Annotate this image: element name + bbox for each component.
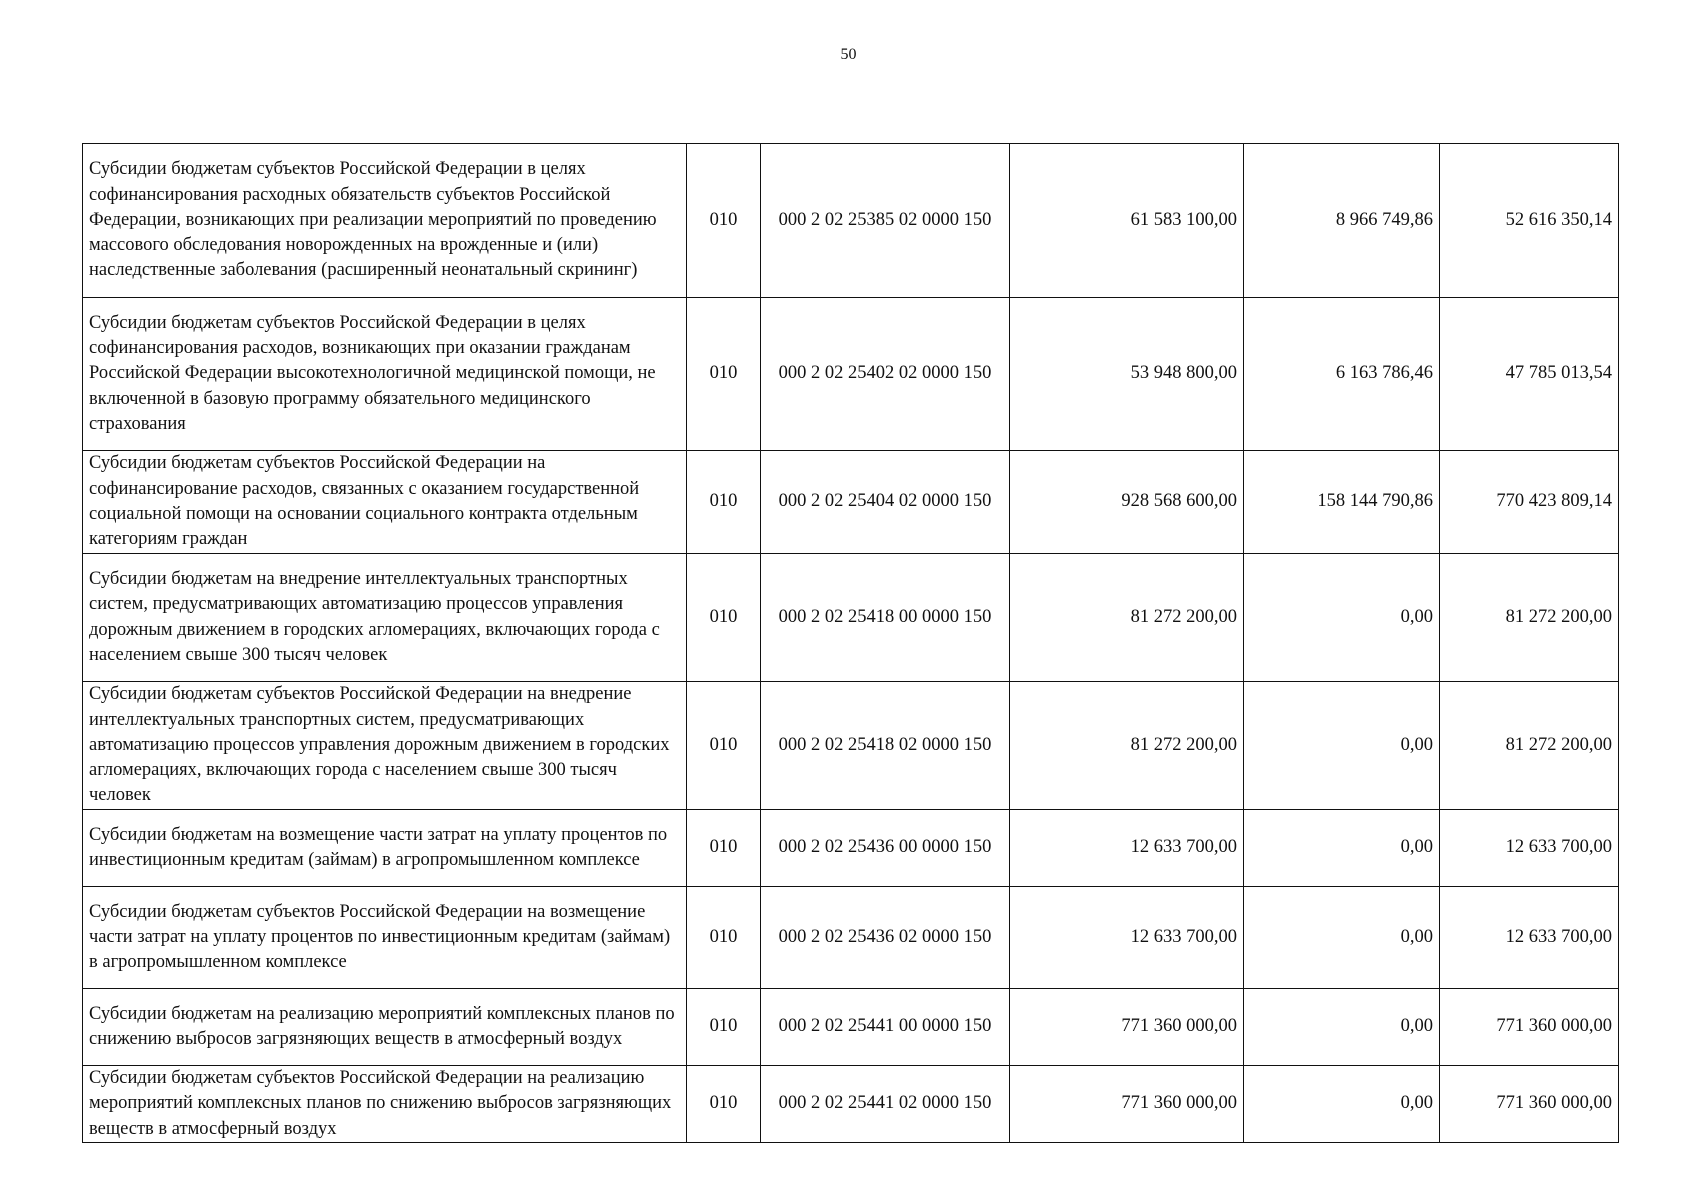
executed-amount: 0,00: [1244, 810, 1440, 887]
executed-amount: 158 144 790,86: [1244, 451, 1440, 554]
remaining-amount: 47 785 013,54: [1440, 298, 1619, 451]
executed-amount: 6 163 786,46: [1244, 298, 1440, 451]
executed-amount: 0,00: [1244, 1066, 1440, 1143]
row-name: Субсидии бюджетам субъектов Российской Федерации на возмещение части затрат на уплату процентов по инвестиционным кредитам (займам) в агропромышленном комплексе: [83, 887, 687, 989]
budget-code: 000 2 02 25404 02 0000 150: [761, 451, 1010, 554]
admin-code: 010: [687, 682, 761, 810]
table-row: [83, 1066, 1619, 1143]
approved-amount: 12 633 700,00: [1010, 887, 1244, 989]
remaining-amount: 771 360 000,00: [1440, 1066, 1619, 1143]
admin-code: 010: [687, 887, 761, 989]
table-row: [83, 554, 1619, 682]
table-row: [83, 887, 1619, 989]
admin-code: 010: [687, 298, 761, 451]
row-name: Субсидии бюджетам субъектов Российской Федерации в целях софинансирования расходов, возникающих при оказании гражданам Российской Федерации высокотехнологичной медицинской помощи, не включенной в базовую программу обязательного медицинского страхования: [83, 298, 687, 451]
table-row: [83, 298, 1619, 451]
budget-code: 000 2 02 25418 00 0000 150: [761, 554, 1010, 682]
table-row: [83, 989, 1619, 1066]
executed-amount: 8 966 749,86: [1244, 144, 1440, 298]
approved-amount: 81 272 200,00: [1010, 682, 1244, 810]
approved-amount: 12 633 700,00: [1010, 810, 1244, 887]
remaining-amount: 12 633 700,00: [1440, 887, 1619, 989]
remaining-amount: 770 423 809,14: [1440, 451, 1619, 554]
row-name: Субсидии бюджетам на реализацию мероприятий комплексных планов по снижению выбросов загрязняющих веществ в атмосферный воздух: [83, 989, 687, 1066]
page-number: 50: [840, 46, 857, 63]
row-name: Субсидии бюджетам субъектов Российской Федерации на реализацию мероприятий комплексных планов по снижению выбросов загрязняющих веществ в атмосферный воздух: [83, 1066, 687, 1143]
admin-code: 010: [687, 451, 761, 554]
table-row: [83, 810, 1619, 887]
remaining-amount: 81 272 200,00: [1440, 554, 1619, 682]
executed-amount: 0,00: [1244, 554, 1440, 682]
table-row: [83, 682, 1619, 810]
table-row: [83, 451, 1619, 554]
approved-amount: 771 360 000,00: [1010, 1066, 1244, 1143]
budget-code: 000 2 02 25436 02 0000 150: [761, 887, 1010, 989]
table-row: [83, 144, 1619, 298]
executed-amount: 0,00: [1244, 989, 1440, 1066]
executed-amount: 0,00: [1244, 682, 1440, 810]
admin-code: 010: [687, 144, 761, 298]
admin-code: 010: [687, 1066, 761, 1143]
remaining-amount: 52 616 350,14: [1440, 144, 1619, 298]
budget-code: 000 2 02 25385 02 0000 150: [761, 144, 1010, 298]
budget-code: 000 2 02 25441 02 0000 150: [761, 1066, 1010, 1143]
row-name: Субсидии бюджетам субъектов Российской Федерации на внедрение интеллектуальных транспортных систем, предусматривающих автоматизацию процессов управления дорожным движением в городских агломерациях, включающих города с населением свыше 300 тысяч человек: [83, 682, 687, 810]
approved-amount: 81 272 200,00: [1010, 554, 1244, 682]
remaining-amount: 771 360 000,00: [1440, 989, 1619, 1066]
row-name: Субсидии бюджетам субъектов Российской Федерации на софинансирование расходов, связанных с оказанием государственной социальной помощи на основании социального контракта отдельным категориям граждан: [83, 451, 687, 554]
budget-code: 000 2 02 25418 02 0000 150: [761, 682, 1010, 810]
remaining-amount: 81 272 200,00: [1440, 682, 1619, 810]
row-name: Субсидии бюджетам субъектов Российской Федерации в целях софинансирования расходных обязательств субъектов Российской Федерации, возникающих при реализации мероприятий по проведению массового обследования новорожденных на врожденные и (или) наследственные заболевания (расширенный неонатальный скрининг): [83, 144, 687, 298]
approved-amount: 53 948 800,00: [1010, 298, 1244, 451]
executed-amount: 0,00: [1244, 887, 1440, 989]
row-name: Субсидии бюджетам на внедрение интеллектуальных транспортных систем, предусматривающих автоматизацию процессов управления дорожным движением в городских агломерациях, включающих города с населением свыше 300 тысяч человек: [83, 554, 687, 682]
approved-amount: 61 583 100,00: [1010, 144, 1244, 298]
admin-code: 010: [687, 810, 761, 887]
remaining-amount: 12 633 700,00: [1440, 810, 1619, 887]
budget-code: 000 2 02 25436 00 0000 150: [761, 810, 1010, 887]
budget-code: 000 2 02 25441 00 0000 150: [761, 989, 1010, 1066]
budget-revenue-table: [82, 143, 1619, 1143]
row-name: Субсидии бюджетам на возмещение части затрат на уплату процентов по инвестиционным кредитам (займам) в агропромышленном комплексе: [83, 810, 687, 887]
admin-code: 010: [687, 554, 761, 682]
approved-amount: 771 360 000,00: [1010, 989, 1244, 1066]
budget-code: 000 2 02 25402 02 0000 150: [761, 298, 1010, 451]
approved-amount: 928 568 600,00: [1010, 451, 1244, 554]
admin-code: 010: [687, 989, 761, 1066]
